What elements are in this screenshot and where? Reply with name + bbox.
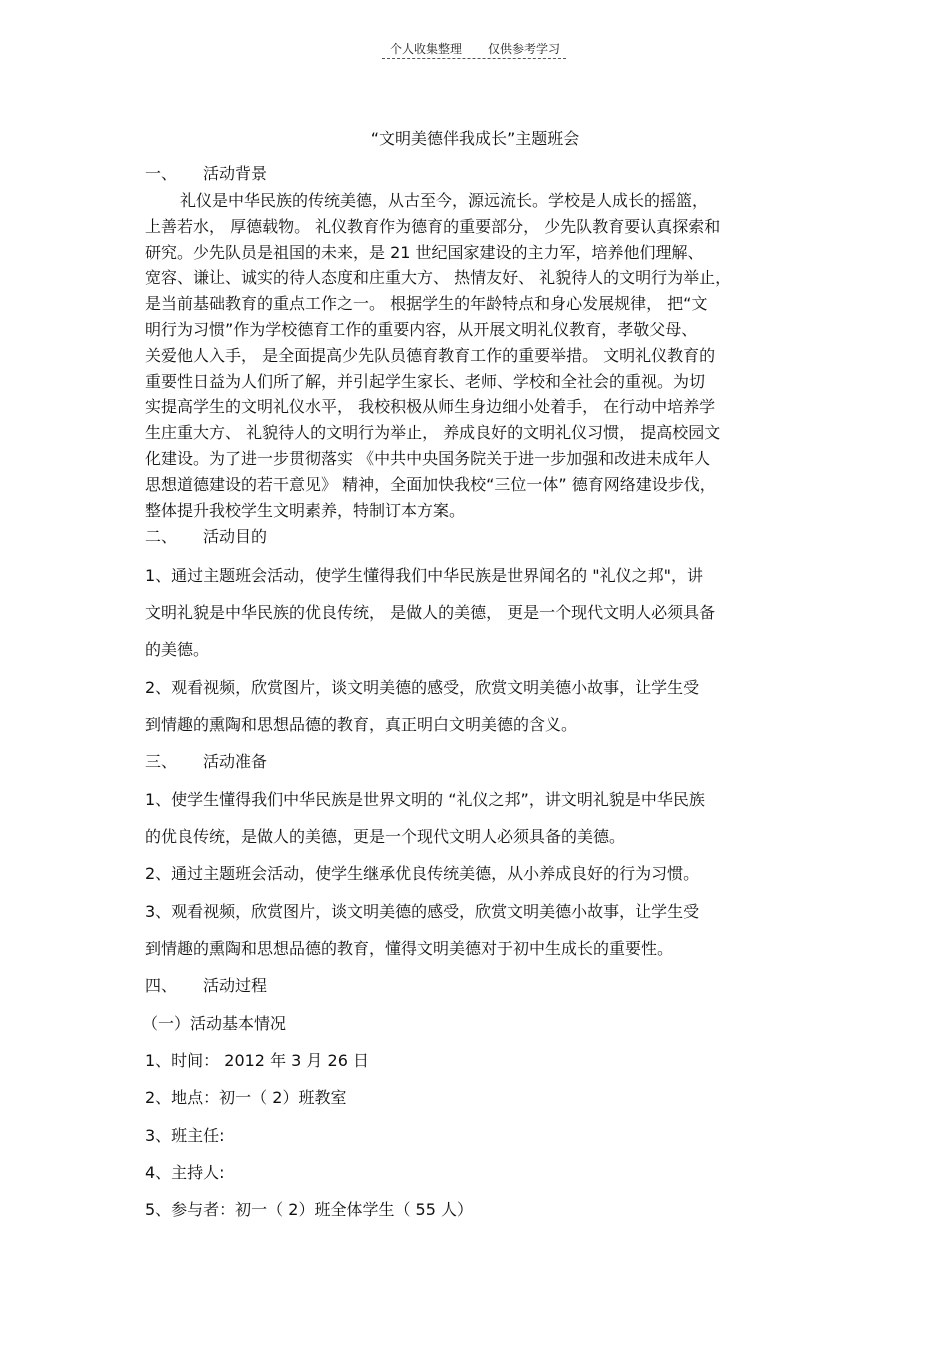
paragraph-line: 生庄重大方、 礼貌待人的文明行为举止， 养成良好的文明礼仪习惯， 提高校园文 [145, 423, 721, 443]
text-row: 2、地点：初一（ 2）班教室 [145, 1088, 347, 1107]
header-divider [382, 58, 566, 59]
section-title: 活动背景 [203, 164, 268, 183]
header-right-text: 仅供参考学习 [488, 42, 561, 56]
text-row: 1、使学生懂得我们中华民族是世界文明的 “礼仪之邦”，讲文明礼貌是中华民族 [145, 790, 705, 809]
paragraph-line: 实提高学生的文明礼仪水平， 我校积极从师生身边细小处着手， 在行动中培养学 [145, 397, 716, 417]
text-row: 3、观看视频，欣赏图片，谈文明美德的感受，欣赏文明美德小故事，让学生受 [145, 902, 700, 921]
text-row: 5、参与者：初一（ 2）班全体学生（ 55 人） [145, 1200, 473, 1219]
section-heading-4 [145, 973, 267, 996]
section-number: 四、 [145, 976, 178, 995]
text-row: 到情趣的熏陶和思想品德的教育，懂得文明美德对于初中生成长的重要性。 [145, 939, 674, 958]
paragraph-line: 化建设。为了进一步贯彻落实 《中共中央国务院关于进一步加强和改进未成年人 [145, 448, 711, 468]
paragraph-line: 上善若水， 厚德载物。 礼仪教育作为德育的重要部分， 少先队教育要认真探索和 [145, 216, 721, 236]
section-number: 二、 [145, 527, 178, 546]
page-header [0, 40, 950, 57]
document-title: “文明美德伴我成长”主题班会 [370, 129, 580, 148]
text-row: 的优良传统，是做人的美德，更是一个现代文明人必须具备的美德。 [145, 827, 626, 846]
section-title: 活动目的 [203, 527, 268, 546]
section-heading-2 [145, 524, 267, 547]
section-number: 三、 [145, 752, 178, 771]
text-row: 到情趣的熏陶和思想品德的教育，真正明白文明美德的含义。 [145, 715, 578, 734]
text-row: 1、时间： 2012 年 3 月 26 日 [145, 1051, 369, 1070]
section-title: 活动过程 [203, 976, 268, 995]
subsection-heading: （一）活动基本情况 [142, 1014, 287, 1033]
paragraph-line: 礼仪是中华民族的传统美德，从古至今，源远流长。学校是人成长的摇篮， [180, 191, 709, 210]
paragraph-line: 重要性日益为人们所了解，并引起学生家长、老师、学校和全社会的重视。为切 [145, 371, 706, 391]
text-row: 3、班主任: [145, 1126, 225, 1145]
text-row: 2、通过主题班会活动，使学生继承优良传统美德，从小养成良好的行为习惯。 [145, 864, 700, 883]
text-row: 4、主持人: [145, 1163, 225, 1182]
text-row: 的美德。 [145, 640, 210, 659]
text-row: 文明礼貌是中华民族的优良传统， 是做人的美德， 更是一个现代文明人必须具备 [145, 603, 716, 622]
paragraph-line: 研究。少先队员是祖国的未来，是 21 世纪国家建设的主力军，培养他们理解、 [145, 242, 704, 262]
section-number: 一、 [145, 164, 178, 183]
paragraph-line: 宽容、谦让、诚实的待人态度和庄重大方、 热情友好、 礼貌待人的文明行为举止， [145, 268, 732, 288]
header-left-text: 个人收集整理 [389, 42, 462, 56]
text-row: 2、观看视频，欣赏图片，谈文明美德的感受，欣赏文明美德小故事，让学生受 [145, 678, 700, 697]
paragraph-line: 整体提升我校学生文明素养，特制订本方案。 [145, 500, 466, 520]
text-row: 1、通过主题班会活动，使学生懂得我们中华民族是世界闻名的 "礼仪之邦"，讲 [145, 566, 703, 585]
paragraph-line: 思想道德建设的若干意见》 精神，全面加快我校“三位一体” 德育网络建设步伐， [145, 474, 716, 494]
section-title: 活动准备 [203, 752, 268, 771]
paragraph-line: 是当前基础教育的重点工作之一。 根据学生的年龄特点和身心发展规律， 把“文 [145, 294, 708, 314]
background-paragraph [145, 188, 810, 523]
section-heading-3 [145, 749, 267, 772]
paragraph-line: 关爱他人入手， 是全面提高少先队员德育教育工作的重要举措。 文明礼仪教育的 [145, 345, 716, 365]
section-heading-1 [145, 161, 267, 184]
paragraph-line: 明行为习惯”作为学校德育工作的重要内容，从开展文明礼仪教育，孝敬父母、 [145, 319, 698, 339]
